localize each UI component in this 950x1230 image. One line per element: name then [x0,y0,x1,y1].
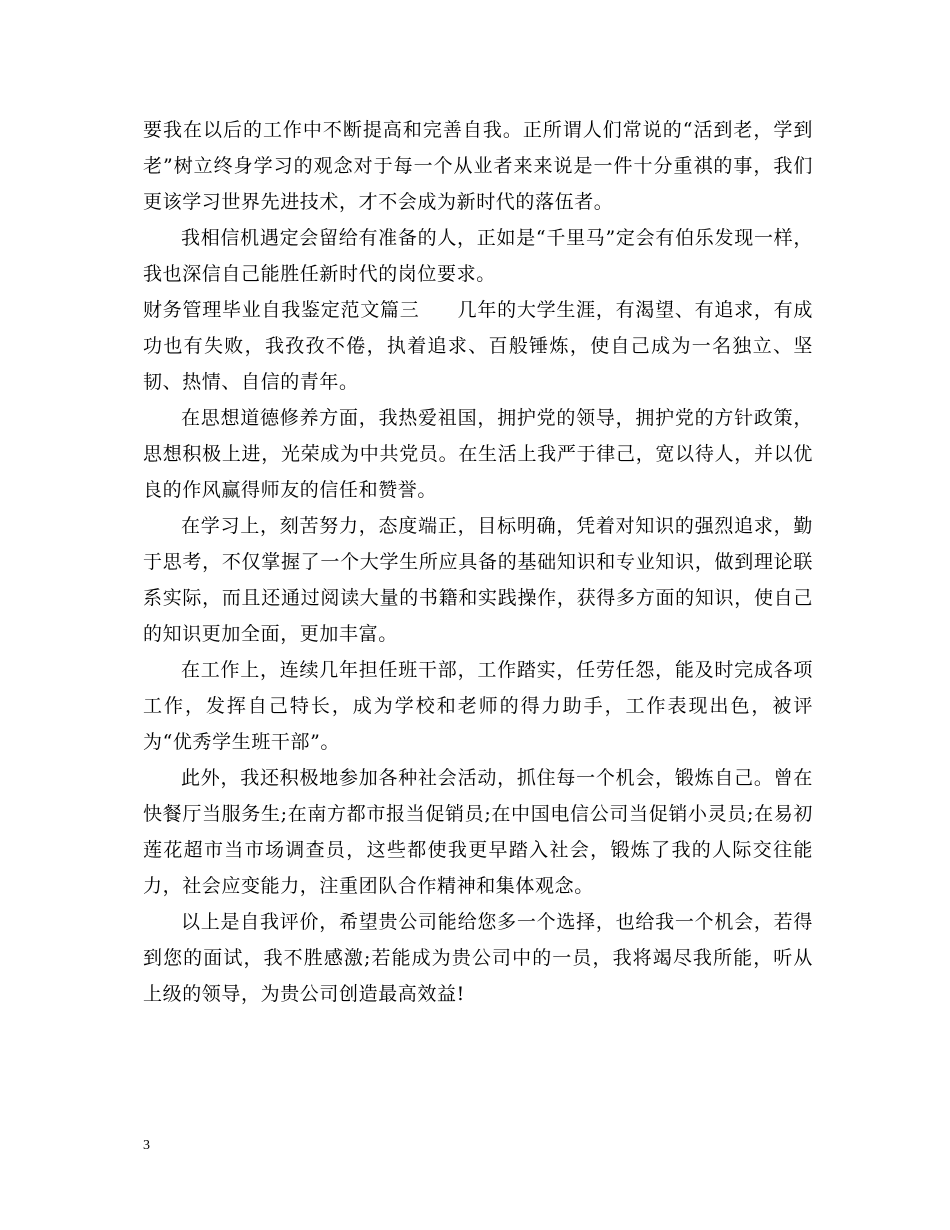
paragraph-study: 在学习上，刻苦努力，态度端正，目标明确，凭着对知识的强烈追求，勤于思考，不仅掌握了一个大学生所应具备的基础知识和专业知识，做到理论联系实际，而且还通过阅读大量的书籍和实践操作，获得多方面的知识，使自己的知识更加全面，更加丰富。 [143,515,813,645]
paragraph-section-three [143,292,813,400]
paragraph-ideology: 在思想道德修养方面，我热爱祖国，拥护党的领导，拥护党的方针政策，思想积极上进，光荣成为中共党员。在生活上我严于律己，宽以待人，并以优良的作风赢得师友的信任和赞誉。 [143,407,813,501]
paragraph-confidence: 我相信机遇定会留给有准备的人，正如是“千里马”定会有伯乐发现一样，我也深信自己能胜任新时代的岗位要求。 [143,227,813,285]
section-intro-text: 几年的大学生涯，有渴望、有追求，有成功也有失败，我孜孜不倦，执着追求、百般锤炼，使自己成为一名独立、坚韧、热情、自信的青年。 [143,299,813,393]
paragraph-continuation: 要我在以后的工作中不断提高和完善自我。正所谓人们常说的“活到老，学到老”树立终身学习的观念对于每一个从业者来来说是一件十分重祺的事，我们更该学习世界先进技术，才不会成为新时代的落伍者。 [143,119,813,213]
document-body [143,112,813,1012]
paragraph-social-activities: 此外，我还积极地参加各种社会活动，抓住每一个机会，锻炼自己。曾在快餐厅当服务生;在南方都市报当促销员;在中国电信公司当促销小灵员;在易初莲花超市当市场调查员，这些都使我更早踏入社会，锻炼了我的人际交往能力，社会应变能力，注重团队合作精神和集体观念。 [143,767,813,897]
paragraph-conclusion: 以上是自我评价，希望贵公司能给您多一个选择，也给我一个机会，若得到您的面试，我不胜感激;若能成为贵公司中的一员，我将竭尽我所能，听从上级的领导，为贵公司创造最高效益! [143,911,813,1005]
page-number: 3 [143,1138,150,1153]
section-heading: 财务管理毕业自我鉴定范文篇三 [143,299,420,321]
paragraph-work: 在工作上，连续几年担任班干部，工作踏实，任劳任怨，能及时完成各项工作，发挥自己特长，成为学校和老师的得力助手，工作表现出色，被评为“优秀学生班干部”。 [143,659,813,753]
